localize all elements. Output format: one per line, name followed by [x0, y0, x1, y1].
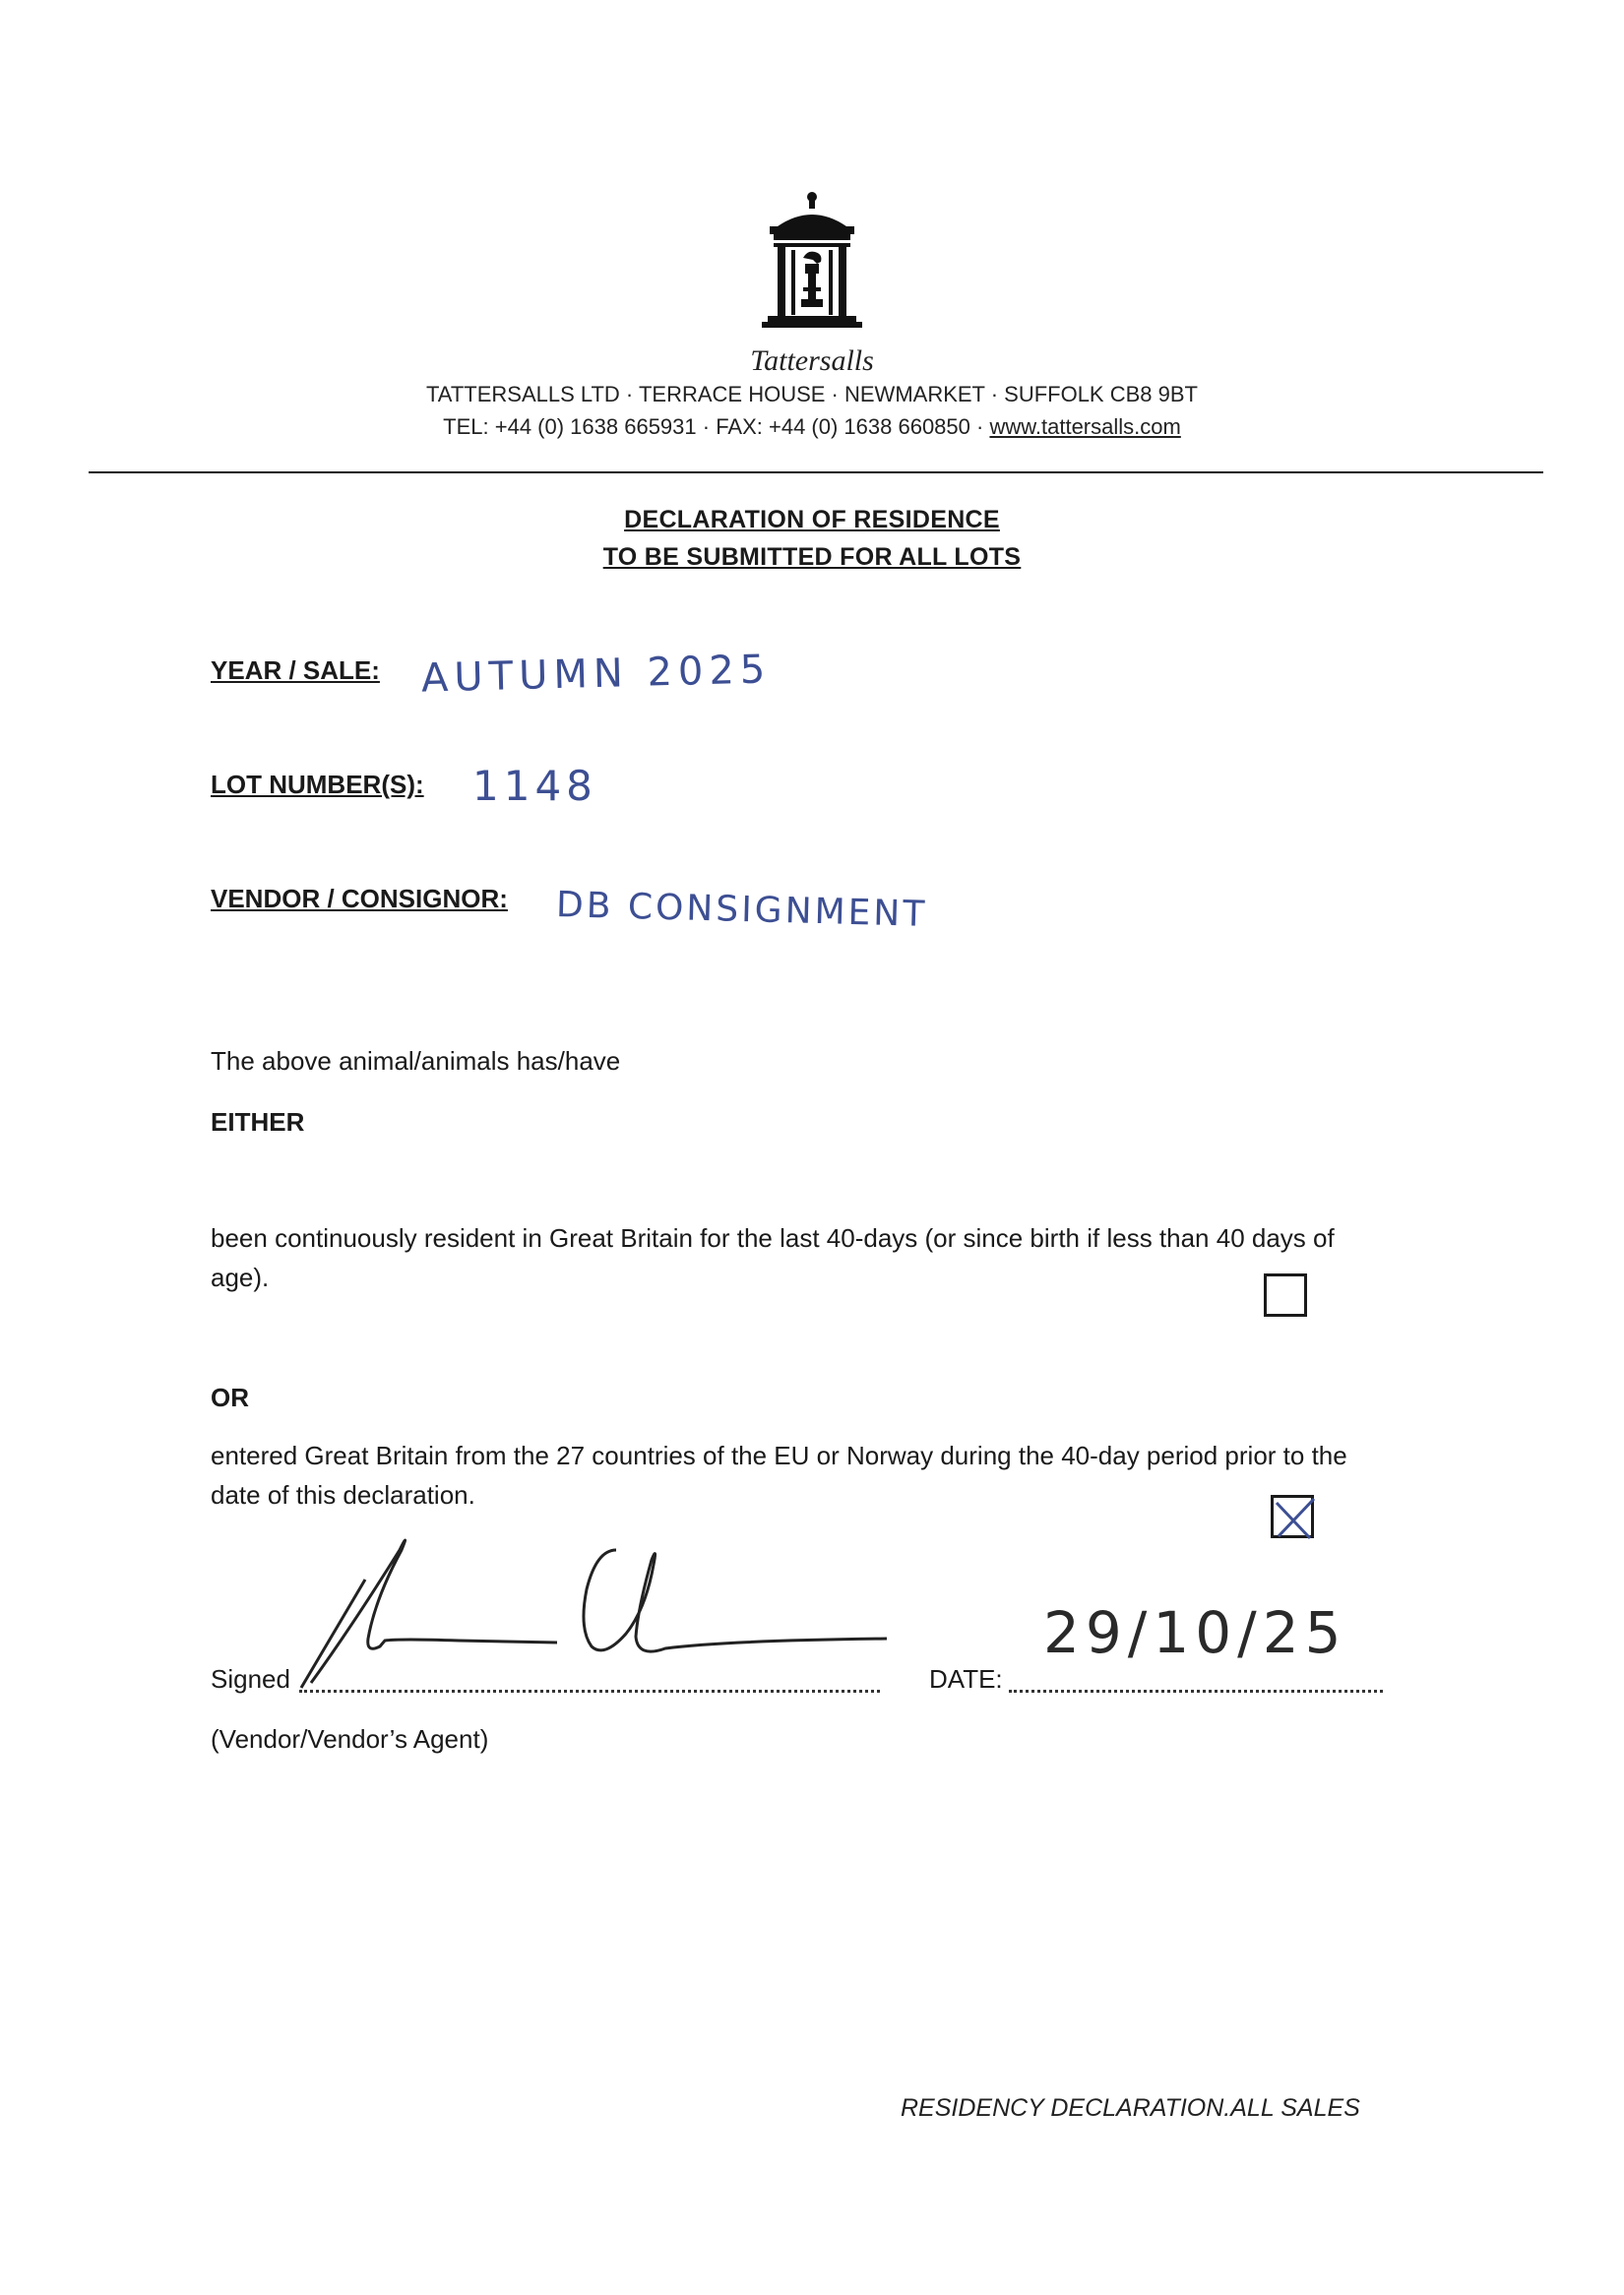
date-value[interactable]: 29/10/25	[1043, 1599, 1347, 1666]
footer-reference: RESIDENCY DECLARATION.ALL SALES	[901, 2094, 1360, 2122]
contact-line	[320, 414, 1304, 440]
year-sale-label: YEAR / SALE:	[211, 655, 380, 685]
signature-line[interactable]	[299, 1690, 880, 1693]
option-entered-text: entered Great Britain from the 27 countries of the EU or Norway during the 40-day period prior to the date of this declaration.	[211, 1441, 1347, 1510]
website-link[interactable]: www.tattersalls.com	[989, 414, 1181, 439]
option-resident-text: been continuously resident in Great Britain for the last 40-days (or since birth if less than 40 days of age).	[211, 1223, 1335, 1292]
lot-numbers-label: LOT NUMBER(S):	[211, 770, 424, 799]
header-divider	[89, 471, 1543, 473]
vendor-value[interactable]: DB CONSIGNMENT	[555, 885, 928, 935]
lot-numbers-value[interactable]: 1148	[472, 762, 597, 810]
document-title: DECLARATION OF RESIDENCE	[624, 506, 1000, 533]
signature-image	[291, 1520, 902, 1717]
contact-numbers: TEL: +44 (0) 1638 665931 · FAX: +44 (0) 1638 660850 ·	[443, 414, 990, 439]
or-heading: OR	[211, 1383, 249, 1412]
intro-text: The above animal/animals has/have	[211, 1046, 621, 1076]
document-subtitle: TO BE SUBMITTED FOR ALL LOTS	[602, 543, 1022, 571]
brand-name: Tattersalls	[750, 344, 874, 377]
year-sale-value[interactable]: AUTUMN 2025	[420, 647, 772, 702]
tattersalls-logo	[748, 189, 876, 342]
date-label: DATE:	[929, 1664, 1003, 1694]
vendor-agent-note: (Vendor/Vendor’s Agent)	[211, 1724, 489, 1754]
signed-label: Signed	[211, 1664, 290, 1694]
option-resident-checkbox[interactable]	[1264, 1273, 1307, 1317]
checkmark-cross-icon	[1271, 1495, 1318, 1542]
vendor-label: VENDOR / CONSIGNOR:	[211, 884, 508, 913]
either-heading: EITHER	[211, 1107, 305, 1137]
date-line	[1009, 1690, 1383, 1693]
company-address: TATTERSALLS LTD · TERRACE HOUSE · NEWMARKET · SUFFOLK CB8 9BT	[426, 382, 1198, 406]
